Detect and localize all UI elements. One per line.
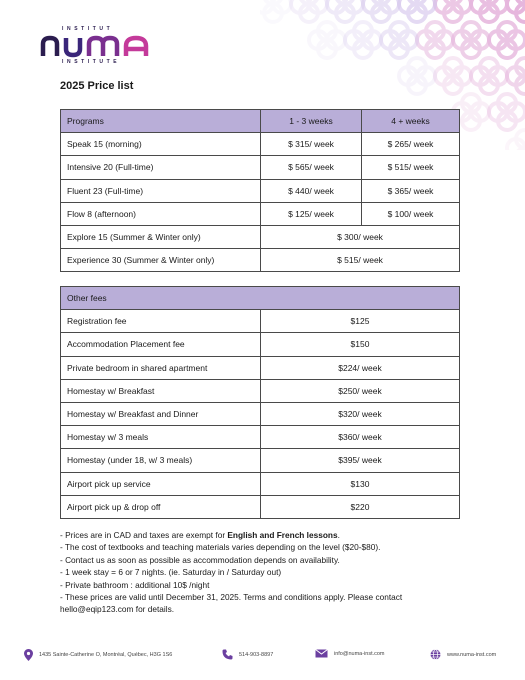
footer-email — [315, 649, 385, 658]
pattern-flower — [489, 22, 525, 58]
price-long: $ 100/ week — [362, 202, 460, 225]
program-name: Flow 8 (afternoon) — [61, 202, 261, 225]
note-line: - Contact us as soon as possible as accommodation depends on availability. — [60, 554, 340, 565]
header-4-plus-weeks: 4 + weeks — [362, 110, 460, 133]
pattern-flower — [260, 0, 291, 22]
program-name: Speak 15 (morning) — [61, 133, 261, 156]
header-1-3-weeks: 1 - 3 weeks — [261, 110, 362, 133]
pattern-flower — [489, 94, 525, 130]
footer — [0, 646, 525, 668]
fee-price: $250/ week — [261, 379, 460, 402]
note-line: - Private bathroom : additional 10$ /night — [60, 579, 210, 590]
page-title: 2025 Price list — [60, 80, 134, 92]
table-row — [61, 333, 460, 356]
note-line: - The cost of textbooks and teaching materials varies depending on the level ($20-$80). — [60, 542, 381, 553]
other-fees-table — [60, 286, 460, 519]
pattern-flower — [417, 22, 453, 58]
fee-name: Homestay w/ 3 meals — [61, 426, 261, 449]
price-short: $ 565/ week — [261, 156, 362, 179]
table-row — [61, 310, 460, 333]
pattern-flower — [471, 58, 507, 94]
logo — [40, 26, 170, 70]
footer-phone — [222, 649, 273, 660]
table-row — [61, 402, 460, 425]
phone-icon — [222, 649, 233, 660]
pattern-flower — [399, 0, 435, 22]
table-row — [61, 202, 460, 225]
price-long: $ 515/ week — [362, 156, 460, 179]
price-short: $ 440/ week — [261, 179, 362, 202]
programs-header-row — [61, 110, 460, 133]
price-short: $ 125/ week — [261, 202, 362, 225]
fee-name: Homestay w/ Breakfast and Dinner — [61, 402, 261, 425]
program-name: Intensive 20 (Full-time) — [61, 156, 261, 179]
table-row — [61, 249, 460, 272]
logo-bottom-text: INSTITUTE — [62, 59, 121, 65]
table-row — [61, 156, 460, 179]
program-name: Explore 15 (Summer & Winter only) — [61, 225, 261, 248]
logo-top-text: INSTITUT — [62, 26, 114, 32]
note-line: - 1 week stay = 6 or 7 nights. (ie. Saturday in / Saturday out) — [60, 567, 282, 578]
pattern-flower — [381, 22, 417, 58]
pattern-flower — [399, 58, 435, 94]
fee-price: $320/ week — [261, 402, 460, 425]
pattern-flower — [345, 22, 381, 58]
pattern-flower — [327, 0, 363, 22]
pattern-flower — [363, 0, 399, 22]
header-programs: Programs — [61, 110, 261, 133]
pattern-flower — [453, 22, 489, 58]
location-pin-icon — [24, 649, 33, 661]
pattern-flower — [507, 58, 525, 94]
pattern-flower — [507, 0, 525, 22]
globe-icon — [430, 649, 441, 660]
fee-price: $125 — [261, 310, 460, 333]
fee-price: $150 — [261, 333, 460, 356]
note-line: hello@eqip123.com for details. — [60, 604, 175, 615]
price-short: $ 315/ week — [261, 133, 362, 156]
fee-name: Airport pick up service — [61, 472, 261, 495]
pattern-flower — [291, 0, 327, 22]
pattern-flower — [507, 130, 525, 150]
pattern-flower — [309, 22, 345, 58]
fee-name: Homestay (under 18, w/ 3 meals) — [61, 449, 261, 472]
fee-price: $130 — [261, 472, 460, 495]
fee-name: Airport pick up & drop off — [61, 495, 261, 518]
pattern-flower — [435, 58, 471, 94]
program-name: Experience 30 (Summer & Winter only) — [61, 249, 261, 272]
price-merged: $ 300/ week — [261, 225, 460, 248]
table-row — [61, 379, 460, 402]
website-text[interactable]: www.numa-inst.com — [447, 651, 497, 658]
fee-name: Registration fee — [61, 310, 261, 333]
address-text: 1435 Sainte-Catherine O, Montréal, Québec, H3G 1S6 — [39, 652, 173, 658]
fee-name: Private bedroom in shared apartment — [61, 356, 261, 379]
fee-name: Accommodation Placement fee — [61, 333, 261, 356]
email-icon — [315, 649, 328, 658]
table-row — [61, 495, 460, 518]
other-fees-header-row — [61, 287, 460, 310]
table-row — [61, 449, 460, 472]
table-row — [61, 133, 460, 156]
program-name: Fluent 23 (Full-time) — [61, 179, 261, 202]
fee-price: $220 — [261, 495, 460, 518]
note-line: - These prices are valid until December 31, 2025. Terms and conditions apply. Please contact — [60, 592, 403, 603]
fee-price: $224/ week — [261, 356, 460, 379]
price-merged: $ 515/ week — [261, 249, 460, 272]
footer-website — [430, 649, 496, 660]
phone-text: 514-903-8897 — [239, 651, 274, 658]
table-row — [61, 356, 460, 379]
table-row — [61, 426, 460, 449]
price-long: $ 365/ week — [362, 179, 460, 202]
fee-price: $395/ week — [261, 449, 460, 472]
fee-name: Homestay w/ Breakfast — [61, 379, 261, 402]
price-long: $ 265/ week — [362, 133, 460, 156]
notes — [60, 529, 480, 616]
table-row — [61, 179, 460, 202]
pattern-flower — [471, 0, 507, 22]
table-row — [61, 472, 460, 495]
logo-wordmark — [40, 34, 170, 58]
programs-table — [60, 109, 460, 272]
footer-address — [24, 649, 172, 661]
table-row — [61, 225, 460, 248]
pattern-flower — [435, 0, 471, 22]
email-text[interactable]: info@numa-inst.com — [334, 650, 385, 657]
fee-price: $360/ week — [261, 426, 460, 449]
note-line: - Prices are in CAD and taxes are exempt for English and French lessons. — [60, 530, 340, 540]
header-other-fees: Other fees — [61, 287, 460, 310]
